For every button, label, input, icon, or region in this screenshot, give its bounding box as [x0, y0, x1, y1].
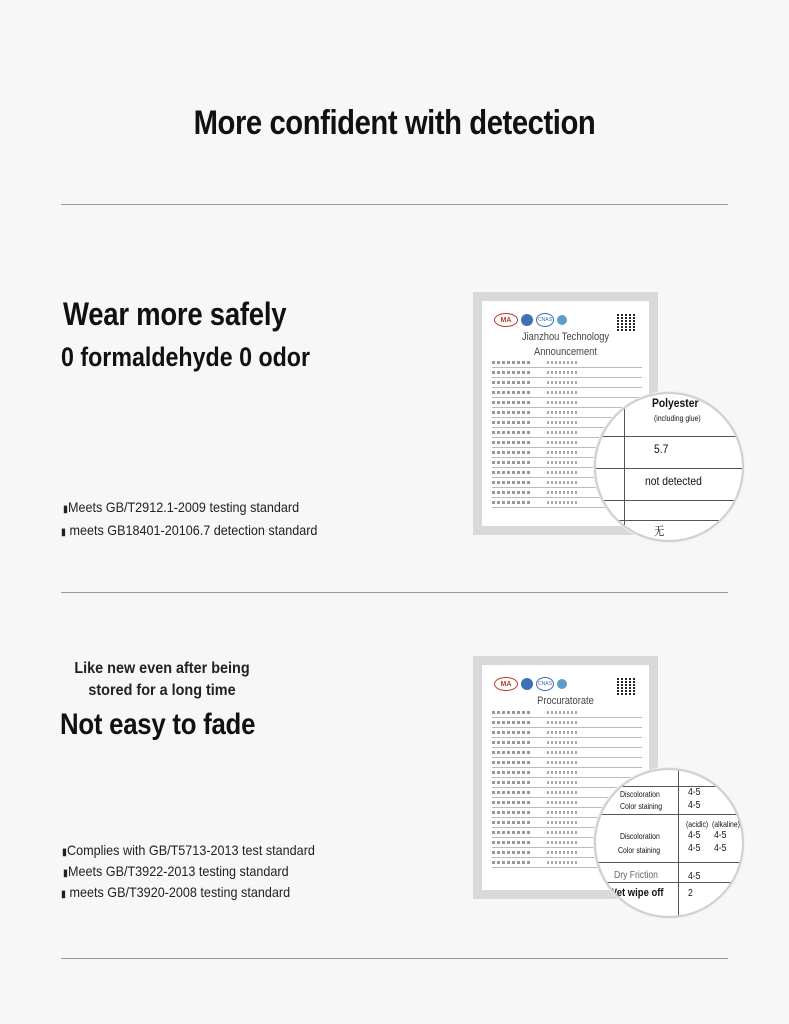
qr-code-icon	[617, 677, 635, 695]
magnifier-value: 4-5	[688, 787, 701, 798]
magnifier-column-note: (including glue)	[654, 414, 701, 423]
magnifier-label: (alkaline)	[712, 820, 740, 829]
magnifier-value: 4-5	[688, 830, 701, 841]
section1-subtitle: 0 formaldehyde 0 odor	[61, 342, 311, 372]
section2-note-2: ▮Meets GB/T3922-2013 testing standard	[63, 863, 289, 879]
magnifier-value: 4-5	[688, 843, 701, 854]
magnifier-label: Color staining	[620, 802, 663, 811]
section1-note-1: ▮Meets GB/T2912.1-2009 testing standard	[63, 499, 300, 515]
cnas-logo-icon: CNAS	[536, 677, 554, 691]
magnifier-result: not detected	[645, 474, 702, 488]
certification-logos	[494, 677, 567, 691]
bullet-icon: ▮	[62, 847, 67, 858]
certificate-heading: Announcement	[534, 346, 597, 358]
ma-logo-icon: MA	[494, 313, 518, 327]
magnifier-label: Discoloration	[620, 790, 660, 799]
magnifier-label: (acidic)	[686, 820, 709, 829]
magnifier-column: Polyester	[652, 396, 699, 410]
qr-code-icon	[617, 313, 635, 331]
section1-title: Wear more safely	[63, 296, 287, 332]
certificate-heading: Procuratorate	[537, 695, 594, 707]
magnifier-label: Dry Friction	[614, 870, 658, 881]
bullet-icon: ▮	[61, 527, 66, 538]
magnifier-value: 4-5	[714, 830, 727, 841]
bullet-icon: ▮	[63, 868, 68, 879]
magnifier-value: 4-5	[688, 800, 701, 811]
seal-logo-icon	[557, 679, 567, 689]
ma-logo-icon: MA	[494, 677, 518, 691]
magnifier-label: Wet wipe off	[608, 887, 664, 899]
divider	[61, 204, 728, 205]
magnifier-2	[594, 768, 744, 918]
magnifier-value: 2	[688, 888, 693, 899]
cnas-logo-icon: CNAS	[536, 313, 554, 327]
section2-note-3: ▮ meets GB/T3920-2008 testing standard	[61, 884, 291, 900]
section2-title: Not easy to fade	[60, 708, 256, 741]
ilac-logo-icon	[521, 314, 533, 326]
magnifier-value: 5.7	[654, 442, 669, 456]
magnifier-cn: 无	[654, 524, 665, 538]
certificate-company: Jianzhou Technology	[521, 331, 610, 343]
seal-logo-icon	[557, 315, 567, 325]
ilac-logo-icon	[521, 678, 533, 690]
magnifier-value: 4-5	[714, 843, 727, 854]
divider	[61, 592, 728, 593]
certification-logos	[494, 313, 567, 327]
magnifier-1	[594, 392, 744, 542]
magnifier-label: Color staining	[618, 846, 661, 855]
magnifier-label: Discoloration	[620, 832, 660, 841]
magnifier-value: 4-5	[688, 871, 701, 882]
section2-tagline: Like new even after being stored for a long time	[74, 660, 250, 699]
divider	[61, 958, 728, 959]
section1-note-2: ▮ meets GB18401-20106.7 detection standard	[61, 522, 318, 538]
bullet-icon: ▮	[61, 889, 66, 900]
page-title: More confident with detection	[193, 104, 596, 142]
section2-note-1: ▮Complies with GB/T5713-2013 test standard	[62, 842, 315, 858]
bullet-icon: ▮	[63, 504, 68, 515]
